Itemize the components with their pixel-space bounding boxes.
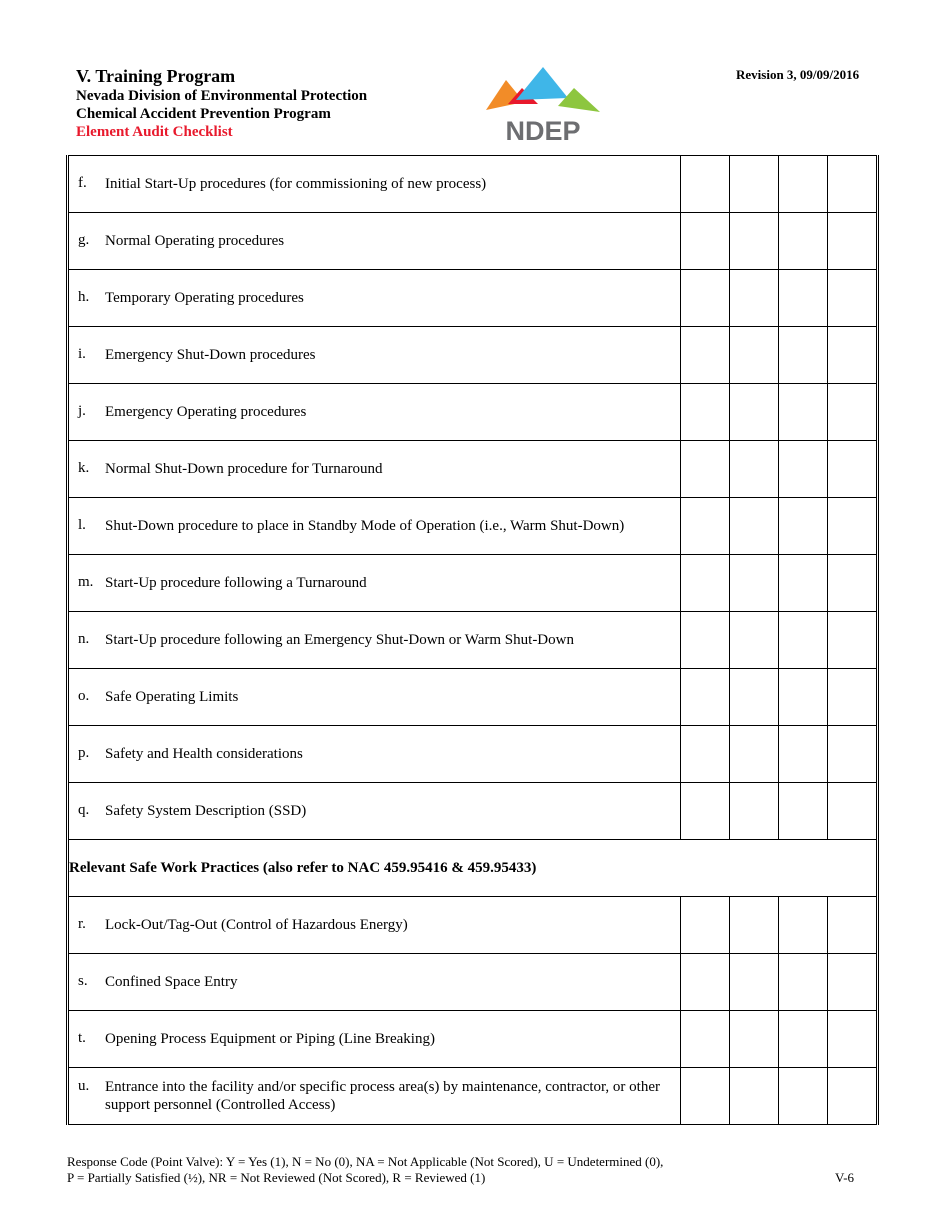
- response-box[interactable]: [681, 897, 730, 954]
- item-text: Emergency Operating procedures: [105, 404, 307, 420]
- page-title: V. Training Program: [76, 66, 236, 86]
- response-box[interactable]: [828, 783, 878, 840]
- checklist-item-content: [69, 403, 680, 421]
- response-box[interactable]: [730, 327, 779, 384]
- item-letter: q.: [78, 802, 90, 818]
- checklist-item: [68, 384, 681, 441]
- checklist-item: [68, 669, 681, 726]
- response-box[interactable]: [779, 897, 828, 954]
- checklist-row: [68, 897, 878, 954]
- header-checklist: Element Audit Checklist: [76, 124, 233, 140]
- item-text: Normal Operating procedures: [105, 233, 285, 249]
- checklist-item: [68, 327, 681, 384]
- response-box[interactable]: [730, 612, 779, 669]
- item-letter: t.: [78, 1030, 86, 1046]
- item-letter: i.: [78, 346, 86, 362]
- checklist-item-content: [69, 346, 680, 364]
- response-box[interactable]: [779, 156, 828, 213]
- response-box[interactable]: [828, 327, 878, 384]
- response-box[interactable]: [681, 726, 730, 783]
- response-box[interactable]: [779, 954, 828, 1011]
- item-letter: l.: [78, 517, 86, 533]
- response-box[interactable]: [730, 213, 779, 270]
- checklist-item: [68, 954, 681, 1011]
- response-box[interactable]: [681, 441, 730, 498]
- checklist-item-content: [69, 289, 680, 307]
- response-box[interactable]: [681, 213, 730, 270]
- response-box[interactable]: [779, 498, 828, 555]
- item-letter: u.: [78, 1078, 90, 1094]
- checklist-row: [68, 156, 878, 213]
- section-heading-row: [68, 840, 878, 897]
- item-letter: g.: [78, 232, 90, 248]
- item-letter: k.: [78, 460, 90, 476]
- item-letter: p.: [78, 745, 90, 761]
- checklist-row: [68, 669, 878, 726]
- checklist-item-content: [69, 1030, 680, 1048]
- checklist-row: [68, 498, 878, 555]
- checklist-item: [68, 783, 681, 840]
- response-box[interactable]: [779, 555, 828, 612]
- item-text: Shut-Down procedure to place in Standby Mode of Operation (i.e., Warm Shut-Down): [105, 518, 625, 534]
- response-box[interactable]: [681, 384, 730, 441]
- checklist-item: [68, 441, 681, 498]
- item-letter: j.: [78, 403, 86, 419]
- response-box[interactable]: [828, 270, 878, 327]
- checklist-item: [68, 1068, 681, 1125]
- header-program: Chemical Accident Prevention Program: [76, 106, 331, 122]
- response-box[interactable]: [779, 612, 828, 669]
- item-letter: s.: [78, 973, 88, 989]
- checklist-row: [68, 954, 878, 1011]
- response-box[interactable]: [681, 555, 730, 612]
- audit-checklist-table: [66, 155, 879, 1125]
- checklist-row: [68, 327, 878, 384]
- response-box[interactable]: [779, 726, 828, 783]
- legend-line-2: P = Partially Satisfied (½), NR = Not Reviewed (Not Scored), R = Reviewed (1): [67, 1170, 486, 1185]
- response-box[interactable]: [779, 384, 828, 441]
- response-box[interactable]: [730, 384, 779, 441]
- response-box[interactable]: [779, 213, 828, 270]
- response-box[interactable]: [828, 726, 878, 783]
- response-box[interactable]: [730, 669, 779, 726]
- legend-line-1: Response Code (Point Valve): Y = Yes (1), N = No (0), NA = Not Applicable (Not Scored), U = Undetermined (0),: [67, 1154, 664, 1169]
- item-text: Safe Operating Limits: [105, 689, 239, 705]
- item-text: Opening Process Equipment or Piping (Line Breaking): [105, 1031, 435, 1047]
- response-box[interactable]: [828, 213, 878, 270]
- response-box[interactable]: [779, 1011, 828, 1068]
- checklist-row: [68, 555, 878, 612]
- response-box[interactable]: [779, 270, 828, 327]
- response-box[interactable]: [730, 270, 779, 327]
- checklist-row: [68, 441, 878, 498]
- response-code-legend: [67, 1154, 663, 1186]
- checklist-row: [68, 726, 878, 783]
- checklist-item: [68, 213, 681, 270]
- checklist-row: [68, 270, 878, 327]
- checklist-item: [68, 726, 681, 783]
- item-text: Entrance into the facility and/or specific process area(s) by maintenance, contractor, or other support personnel (Controlled Access): [105, 1079, 660, 1113]
- checklist-item-content: [69, 688, 680, 706]
- response-box[interactable]: [681, 1068, 730, 1125]
- item-letter: r.: [78, 916, 86, 932]
- response-box[interactable]: [730, 1011, 779, 1068]
- response-box[interactable]: [681, 612, 730, 669]
- checklist-row: [68, 1068, 878, 1125]
- header-agency: Nevada Division of Environmental Protection: [76, 88, 368, 104]
- item-letter: o.: [78, 688, 90, 704]
- response-box[interactable]: [828, 555, 878, 612]
- checklist-item: [68, 498, 681, 555]
- response-box[interactable]: [828, 441, 878, 498]
- response-box[interactable]: [681, 669, 730, 726]
- item-text: Initial Start-Up procedures (for commissioning of new process): [105, 176, 487, 192]
- response-box[interactable]: [828, 954, 878, 1011]
- checklist-item-content: [69, 973, 680, 991]
- response-box[interactable]: [730, 555, 779, 612]
- checklist-item: [68, 555, 681, 612]
- response-box[interactable]: [730, 156, 779, 213]
- response-box[interactable]: [730, 441, 779, 498]
- section-heading: Relevant Safe Work Practices (also refer to NAC 459.95416 & 459.95433): [68, 840, 878, 897]
- item-letter: m.: [78, 574, 94, 590]
- response-box[interactable]: [730, 954, 779, 1011]
- item-text: Safety System Description (SSD): [105, 803, 307, 819]
- response-box[interactable]: [828, 498, 878, 555]
- checklist-row: [68, 213, 878, 270]
- checklist-item-content: [69, 460, 680, 478]
- response-box[interactable]: [730, 498, 779, 555]
- item-text: Safety and Health considerations: [105, 746, 303, 762]
- checklist-row: [68, 783, 878, 840]
- response-box[interactable]: [828, 1068, 878, 1125]
- checklist-item: [68, 270, 681, 327]
- checklist-item-content: [69, 802, 680, 820]
- item-text: Temporary Operating procedures: [105, 290, 304, 306]
- response-box[interactable]: [730, 897, 779, 954]
- checklist-item-content: [69, 175, 680, 193]
- response-box[interactable]: [681, 327, 730, 384]
- response-box[interactable]: [681, 270, 730, 327]
- item-text: Lock-Out/Tag-Out (Control of Hazardous Energy): [105, 917, 408, 933]
- response-box[interactable]: [779, 1068, 828, 1125]
- revision-label: Revision 3, 09/09/2016: [736, 67, 860, 82]
- checklist-item-content: [69, 631, 680, 649]
- item-text: Normal Shut-Down procedure for Turnaround: [105, 461, 383, 477]
- checklist-row: [68, 612, 878, 669]
- ndep-logo: [484, 64, 604, 144]
- checklist-item-content: [69, 574, 680, 592]
- checklist-item-content: [69, 1078, 680, 1114]
- checklist-item-content: [69, 916, 680, 934]
- response-box[interactable]: [681, 1011, 730, 1068]
- checklist-row: [68, 1011, 878, 1068]
- response-box[interactable]: [828, 612, 878, 669]
- item-letter: h.: [78, 289, 90, 305]
- item-text: Start-Up procedure following an Emergency Shut-Down or Warm Shut-Down: [105, 632, 574, 648]
- checklist-item-content: [69, 745, 680, 763]
- checklist-item: [68, 1011, 681, 1068]
- response-box[interactable]: [730, 1068, 779, 1125]
- logo-blue-peak: [516, 67, 568, 100]
- response-box[interactable]: [681, 783, 730, 840]
- response-box[interactable]: [681, 498, 730, 555]
- checklist-row: [68, 384, 878, 441]
- response-box[interactable]: [779, 441, 828, 498]
- page-number: V-6: [835, 1170, 855, 1185]
- response-box[interactable]: [828, 384, 878, 441]
- item-text: Start-Up procedure following a Turnaround: [105, 575, 367, 591]
- response-box[interactable]: [828, 1011, 878, 1068]
- response-box[interactable]: [779, 669, 828, 726]
- checklist-item: [68, 156, 681, 213]
- response-box[interactable]: [828, 669, 878, 726]
- response-box[interactable]: [681, 156, 730, 213]
- response-box[interactable]: [779, 783, 828, 840]
- response-box[interactable]: [828, 156, 878, 213]
- response-box[interactable]: [828, 897, 878, 954]
- logo-green-peak: [558, 88, 600, 112]
- logo-text: NDEP: [505, 116, 581, 144]
- item-text: Emergency Shut-Down procedures: [105, 347, 316, 363]
- item-text: Confined Space Entry: [105, 974, 238, 990]
- response-box[interactable]: [730, 726, 779, 783]
- item-letter: n.: [78, 631, 90, 647]
- response-box[interactable]: [730, 783, 779, 840]
- checklist-item-content: [69, 517, 680, 535]
- response-box[interactable]: [681, 954, 730, 1011]
- checklist-item: [68, 897, 681, 954]
- response-box[interactable]: [779, 327, 828, 384]
- item-letter: f.: [78, 175, 87, 191]
- checklist-item-content: [69, 232, 680, 250]
- checklist-item: [68, 612, 681, 669]
